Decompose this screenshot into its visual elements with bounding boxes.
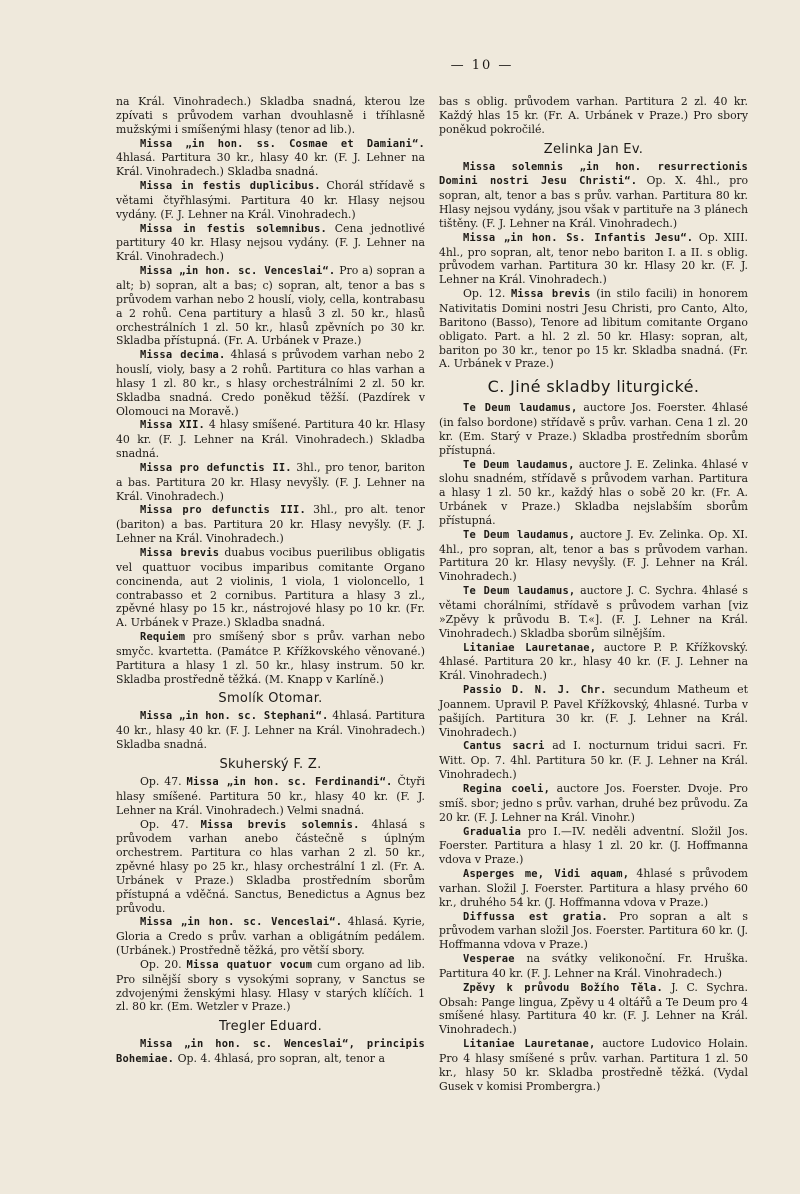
entry-title: Missa „in hon. ss. Cosmae et Damiani“.	[140, 137, 425, 150]
entry-text: Op. 12.	[463, 287, 511, 301]
entry-title: Missa solemnis „in hon. resurrectionis Domini nostri Jesu Christi“.	[439, 160, 748, 188]
catalog-entry	[116, 915, 425, 958]
entry-text: 4hlasá. Partitura 40 kr., hlasy 40 kr. (F. J. Lehner na Král. Vinohradech.) Skladba snadná.	[116, 709, 426, 752]
entry-text: 4 hlasy smíšené. Partitura 40 kr. Hlasy 40 kr. (F. J. Lehner na Král. Vinohradech.) Skladba snadná.	[116, 418, 425, 461]
catalog-entry	[116, 630, 425, 686]
catalog-entry	[116, 818, 425, 916]
catalog-entry	[116, 95, 425, 137]
entry-title: Missa in festis duplicibus.	[140, 180, 321, 193]
catalog-entry	[439, 952, 748, 981]
entry-title: Missa in festis solemnibus.	[140, 222, 328, 235]
catalog-entry	[439, 528, 748, 584]
entry-title: Vesperae	[463, 953, 515, 966]
composer-heading: Tregler Eduard.	[218, 1019, 323, 1035]
catalog-entry	[116, 958, 425, 1014]
catalog-entry	[439, 160, 748, 231]
entry-title: Missa „in hon. sc. Stephani“.	[140, 710, 329, 723]
section-heading: C. Jiné skladby liturgické.	[487, 377, 700, 397]
catalog-entry	[116, 418, 425, 461]
catalog-entry	[439, 231, 748, 287]
entry-text: 3hl., pro alt. tenor (bariton) a bas. Partitura 20 kr. Hlasy nevyšly. (F. J. Lehner na Král. Vinohradech.)	[116, 503, 425, 546]
composer-heading: Skuherský F. Z.	[219, 756, 322, 772]
catalog-entry	[116, 503, 425, 546]
entry-title: Regina coeli,	[463, 782, 551, 795]
entry-text: pro smíšený sbor s prův. varhan nebo smyčc. kvartetta. (Památce P. Křížkovského věnované.) Partitura a hlasy 1 zl. 50 kr., hlasy instrum. 50 kr. Skladba prostředně těžká. (M. Knapp v Karlíně.)	[116, 630, 425, 686]
catalog-entry	[439, 825, 748, 868]
entry-text: auctore Jos. Foerster. 4hlasé (in falso bordone) střídavě s prův. varhan. Cena 1 zl. 20 kr. (Em. Starý v Praze.) Skladba prostředním sborům přístupná.	[439, 401, 749, 457]
entry-title: Missa XII.	[140, 419, 206, 432]
entry-title: Missa brevis solemnis.	[200, 818, 360, 831]
entry-text: na Král. Vinohradech.) Skladba snadná, kterou lze zpívati s průvodem varhan dvouhlasně i tříhlasně mužskými i smíšenými hlasy (tenor ad lib.).	[116, 95, 425, 136]
left-column	[116, 95, 425, 1094]
entry-title: Diffussa est gratia.	[463, 910, 608, 923]
entry-title: Te Deum laudamus,	[463, 528, 576, 541]
entry-text: (in stilo facili) in honorem Nativitatis Domini nostri Jesu Christi, pro Canto, Alto, Baritono (Basso), Tenore ad libitum comitante Organo obligato. Part. a hl. 2 zl. 50 kr. Hlasy: sopran, alt, bariton po 30 kr., tenor po 15 kr. Skladba snadná. (Fr. A. Urbánek v Praze.)	[439, 287, 749, 371]
entry-text: 3hl., pro tenor, bariton a bas. Partitura 20 kr. Hlasy nevyšly. (F. J. Lehner na Král. Vinohradech.)	[116, 460, 425, 503]
entry-title: Zpěvy k průvodu Božího Těla.	[463, 981, 663, 994]
catalog-entry	[439, 1037, 748, 1093]
entry-title: Missa quatuor vocum	[186, 958, 313, 971]
catalog-entry	[116, 137, 425, 180]
entry-text: auctore J. C. Sychra. 4hlasé s větami chorálními, střídavě s průvodem varhan [viz »Zpěvy k průvodu B. T.«]. (F. J. Lehner na Král. Vinohradech.) Skladba sborům silnějším.	[439, 584, 749, 640]
catalog-entry	[439, 287, 748, 371]
catalog-entry	[439, 867, 748, 910]
entry-text: Op. 4. 4hlasá, pro sopran, alt, tenor a	[174, 1052, 385, 1066]
entry-text: 4hlasá s průvodem varhan anebo částečně s úplným orchestrem. Partitura co hlas varhan 2 zl. 50 kr., zpěvné hlasy po 25 kr., hlasy orchestrální 1 zl. (Fr. A. Urbánek v Praze.) Skladba prostředním sborům přístupná a vděčná. Sanctus, Benedictus a Agnus bez průvodu.	[116, 817, 426, 915]
entry-text: Op. 47.	[140, 774, 187, 788]
entry-text: cum organo ad lib. Pro silnější sbory s vysokými soprany, v Sanctus se zdvojenými ženskými hlasy. Hlasy v starých klíčích. 1 zl. 80 kr. (Em. Wetzler v Praze.)	[116, 957, 425, 1014]
entry-text: auctore J. Ev. Zelinka. Op. XI. 4hl., pro sopran, alt, tenor a bas s průvodem varhan. Partitura 20 kr. Hlasy nevyšly. (F. J. Lehner na Král. Vinohradech.)	[439, 527, 749, 584]
catalog-entry	[116, 222, 425, 265]
entry-text: Cena jednotlivé partitury 40 kr. Hlasy nejsou vydány. (F. J. Lehner na Král. Vinohradech.)	[116, 221, 425, 264]
composer-heading: Zelinka Jan Ev.	[543, 141, 644, 157]
entry-title: Cantus sacri	[463, 740, 545, 753]
catalog-entry	[439, 95, 748, 137]
entry-title: Missa brevis	[140, 547, 220, 559]
entry-text: Op. 47.	[140, 817, 201, 831]
catalog-entry	[116, 348, 425, 418]
entry-text: Čtyři hlasy smíšené. Partitura 50 kr., hlasy 40 kr. (F. J. Lehner na Král. Vinohradech.) Velmi snadná.	[116, 774, 425, 817]
entry-title: Missa pro defunctis II.	[140, 461, 292, 474]
entry-text: bas s oblig. průvodem varhan. Partitura 2 zl. 40 kr. Každý hlas 15 kr. (Fr. A. Urbánek v Praze.) Pro sbory poněkud pokročilé.	[439, 95, 748, 136]
entry-text: J. C. Sychra. Obsah: Pange lingua, Zpěvy u 4 oltářů a Te Deum pro 4 smíšené hlasy. Partitura 40 kr. (F. J. Lehner na Král. Vinohradech.)	[439, 980, 748, 1037]
entry-text: auctore P. P. Křížkovský. 4hlasé. Partitura 20 kr., hlasy 40 kr. (F. J. Lehner na Král. Vinohradech.)	[439, 640, 748, 683]
right-column	[439, 95, 748, 1094]
entry-title: Gradualia	[463, 825, 522, 838]
page-number: — 10 —	[450, 58, 514, 73]
entry-text: auctore Jos. Foerster. Dvoje. Pro smíš. sbor; jedno s prův. varhan, druhé bez průvodu. Za 20 kr. (F. J. Lehner na Král. Vinohr.)	[439, 781, 748, 824]
entry-text: pro I.—IV. neděli adventní. Složil Jos. Foerster. Partitura a hlasy 1 zl. 20 kr. (J. Hoffmanna vdova v Praze.)	[439, 824, 748, 867]
entry-title: Missa „in hon. sc. Wenceslai“, principis Bohemiae.	[116, 1038, 425, 1066]
entry-text: ad I. nocturnum tridui sacri. Fr. Witt. Op. 7. 4hl. Partitura 50 kr. (F. J. Lehner na Král. Vinohradech.)	[439, 739, 749, 782]
catalog-entry	[439, 458, 748, 528]
entry-title: Litaniae Lauretanae,	[463, 1038, 596, 1051]
entry-text: 4hlasé s průvodem varhan. Složil J. Foerster. Partitura a hlasy prvého 60 kr., druhého 54 kr. (J. Hoffmanna vdova v Praze.)	[439, 867, 749, 909]
catalog-entry	[439, 641, 748, 684]
catalog-entry	[116, 179, 425, 222]
catalog-entry	[439, 401, 748, 457]
catalog-entry	[116, 461, 425, 504]
catalog-entry	[439, 782, 748, 825]
entry-text: Op. X. 4hl., pro sopran, alt, tenor a bas s prův. varhan. Partitura 80 kr. Hlasy nejsou vydány, jsou však v partituře na 3 plánech tištěny. (F. J. Lehner na Král. Vinohradech.)	[439, 174, 748, 230]
entry-text: Op. XIII. 4hl., pro sopran, alt, tenor nebo bariton I. a II. s oblig. průvodem varhan. Partitura 30 kr. Hlasy 20 kr. (F. J. Lehner na Král. Vinohradech.)	[439, 230, 748, 287]
entry-title: Missa „in hon. Ss. Infantis Jesu“.	[463, 231, 694, 244]
entry-text: Chorál střídavě s větami čtyřhlasými. Partitura 40 kr. Hlasy nejsou vydány. (F. J. Lehner na Král. Vinohradech.)	[116, 179, 425, 221]
catalog-entry	[439, 910, 748, 953]
entry-text: 4hlasá. Partitura 30 kr., hlasy 40 kr. (F. J. Lehner na Král. Vinohradech.) Skladba snadná.	[116, 151, 425, 179]
entry-title: Missa pro defunctis III.	[140, 504, 306, 517]
two-column-layout	[116, 95, 748, 1094]
entry-text: auctore J. E. Zelinka. 4hlasé v slohu snadném, střídavě s průvodem varhan. Partitura a hlasy 1 zl. 50 kr., každý hlas o sobě 20 kr. (Fr. A. Urbánek v Praze.) Skladba nejslabším sborům přístupná.	[439, 457, 748, 527]
entry-text: 4hlasá s průvodem varhan nebo 2 houslí, violy, basy a 2 rohů. Partitura co hlas varhan a hlasy 1 zl. 80 kr., s hlasy orchestrálními 2 zl. 50 kr. Skladba snadná. Credo poněkud těžší. (Pazdírek v Olomouci na Moravě.)	[116, 348, 425, 418]
catalog-entry	[116, 709, 425, 752]
entry-text: Pro a) sopran a alt; b) sopran, alt a bas; c) sopran, alt, tenor a bas s průvodem varhan nebo 2 houslí, violy, cella, kontrabasu a 2 rohů. Cena partitury a hlasů 3 zl. 50 kr., hlasů orchestrálních 1 zl. 50 kr., hlasů zpěvních po 30 kr. Skladba přístupná. (Fr. A. Urbánek v Praze.)	[116, 264, 425, 348]
catalog-entry	[116, 1037, 425, 1067]
entry-title: Te Deum laudamus,	[463, 585, 576, 598]
catalog-entry	[439, 683, 748, 739]
entry-title: Litaniae Lauretanae,	[463, 641, 597, 654]
entry-title: Te Deum laudamus,	[463, 458, 575, 471]
entry-text: 4hlasá. Kyrie, Gloria a Credo s prův. varhan a obligátním pedálem. (Urbánek.) Prostředně těžká, pro větší sbory.	[116, 915, 425, 958]
entry-text: duabus vocibus puerilibus obligatis vel quattuor vocibus imparibus comitante Organo concinenda, aut 2 violinis, 1 viola, 1 violoncello, 1 contrabasso et 2 cornibus. Partitura a hlasy 3 zl., zpěvné hlasy po 15 kr., nástrojové hlasy po 10 kr. (Fr. A. Urbánek v Praze.) Skladba snadná.	[116, 546, 426, 630]
entry-text: Op. 20.	[140, 957, 187, 971]
catalog-entry	[439, 739, 748, 782]
catalog-entry	[439, 584, 748, 640]
entry-text: auctore Ludovico Holain. Pro 4 hlasy smíšené s prův. varhan. Partitura 1 zl. 50 kr., hlasy 50 kr. Skladba prostředně těžká. (Vydal Gusek v komisi Prombergra.)	[439, 1037, 748, 1093]
entry-title: Passio D. N. J. Chr.	[463, 684, 607, 697]
entry-title: Missa „in hon. sc. Ferdinandi“.	[186, 775, 393, 788]
entry-text: secundum Matheum et Joannem. Upravil P. Pavel Křížkovský, 4hlasné. Turba v pašijích. Partitura 30 kr. (F. J. Lehner na Král. Vinohradech.)	[439, 683, 748, 739]
catalog-entry	[439, 981, 748, 1037]
entry-title: Missa decima.	[140, 349, 226, 362]
entry-title: Missa „in hon. sc. Venceslai“.	[140, 916, 343, 929]
entry-text: na svátky velikonoční. Fr. Hruška. Partitura 40 kr. (F. J. Lehner na Král. Vinohradech.)	[439, 952, 748, 980]
composer-heading: Smolík Otomar.	[218, 691, 323, 707]
entry-title: Requiem	[140, 631, 186, 644]
entry-text: Pro sopran a alt s průvodem varhan složil Jos. Foerster. Partitura 60 kr. (J. Hoffmanna vdova v Praze.)	[439, 909, 748, 952]
catalog-entry	[116, 264, 425, 348]
entry-title: Missa brevis	[510, 288, 591, 301]
catalog-entry	[116, 546, 425, 630]
entry-title: Missa „in hon. sc. Venceslai“.	[140, 265, 336, 278]
catalog-entry	[116, 775, 425, 818]
entry-title: Te Deum laudamus,	[463, 402, 578, 415]
entry-title: Asperges me, Vidi aquam,	[463, 868, 630, 881]
